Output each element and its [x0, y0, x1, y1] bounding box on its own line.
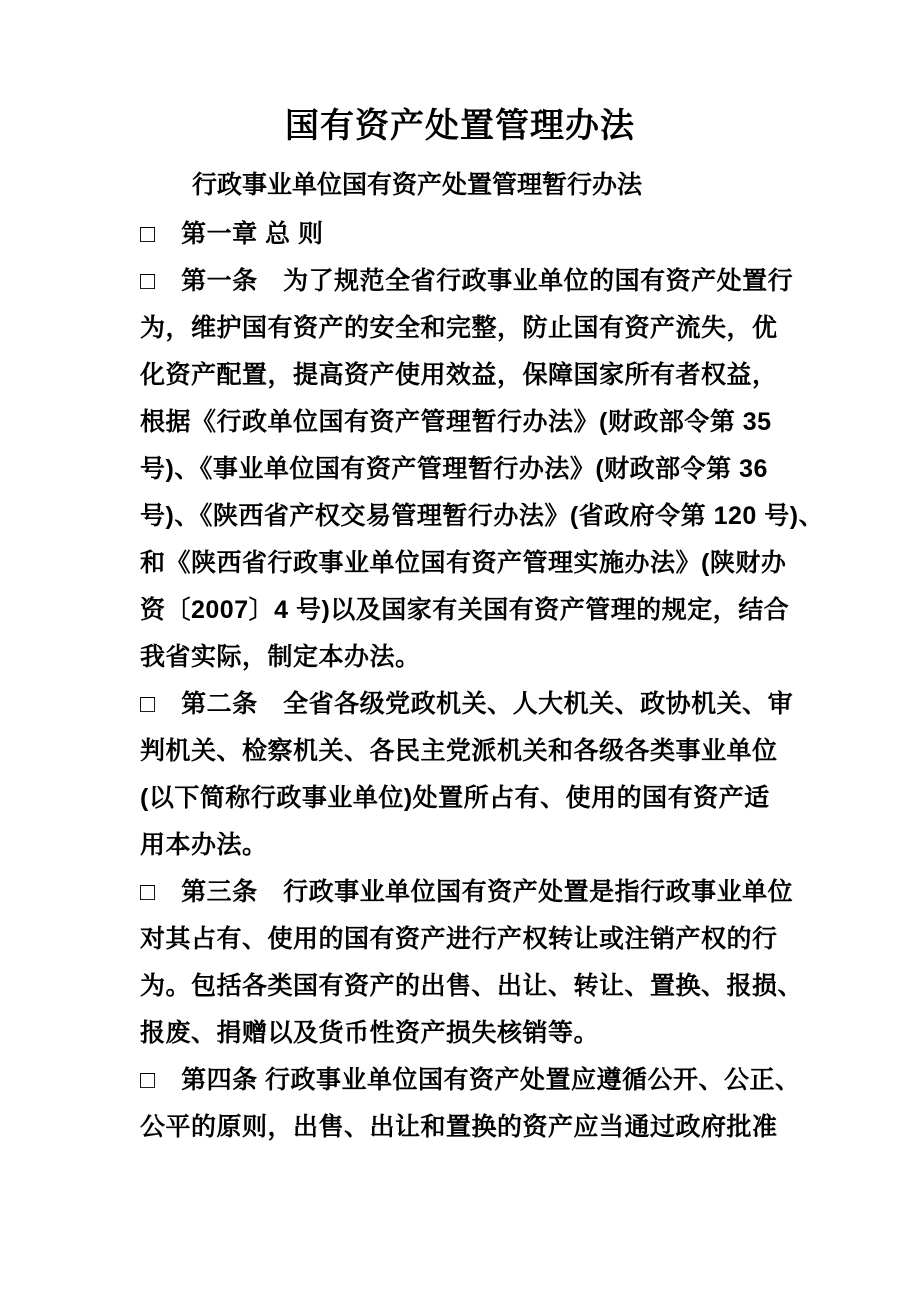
text-line: 为，维护国有资产的安全和完整，防止国有资产流失，优 [140, 314, 778, 342]
text-line: □ 第二条 全省各级党政机关、人大机关、政协机关、审 [140, 690, 794, 718]
text-line: 资〔2007〕4 号)以及国家有关国有资产管理的规定，结合 [140, 596, 790, 624]
text-line: 号)、《事业单位国有资产管理暂行办法》(财政部令第 36 [140, 455, 768, 483]
text-line: 报废、捐赠以及货币性资产损失核销等。 [140, 1019, 600, 1047]
text-line: □ 第一章 总 则 [140, 220, 324, 248]
text-line: (以下简称行政事业单位)处置所占有、使用的国有资产适 [140, 784, 770, 812]
text-line: 对其占有、使用的国有资产进行产权转让或注销产权的行 [140, 925, 778, 953]
text-line: □ 第一条 为了规范全省行政事业单位的国有资产处置行 [140, 267, 794, 295]
text-line: 和《陕西省行政事业单位国有资产管理实施办法》(陕财办 [140, 549, 787, 577]
text-line: 我省实际，制定本办法。 [140, 643, 421, 671]
text-line: 用本办法。 [140, 831, 268, 859]
text-line: 公平的原则，出售、出让和置换的资产应当通过政府批准 [140, 1113, 778, 1141]
document-body [140, 211, 825, 1151]
text-line: 判机关、检察机关、各民主党派机关和各级各类事业单位 [140, 737, 778, 765]
text-line: 根据《行政单位国有资产管理暂行办法》(财政部令第 35 [140, 408, 772, 436]
document-subtitle: 行政事业单位国有资产处置管理暂行办法 [192, 171, 643, 199]
text-line: □ 第四条 行政事业单位国有资产处置应遵循公开、公正、 [140, 1066, 801, 1094]
text-line: 化资产配置，提高资产使用效益，保障国家所有者权益， [140, 361, 778, 389]
text-line: 号)、《陕西省产权交易管理暂行办法》(省政府令第 120 号)、 [140, 502, 825, 530]
document-title: 国有资产处置管理办法 [285, 107, 635, 145]
text-line: □ 第三条 行政事业单位国有资产处置是指行政事业单位 [140, 878, 794, 906]
text-line: 为。包括各类国有资产的出售、出让、转让、置换、报损、 [140, 972, 804, 1000]
